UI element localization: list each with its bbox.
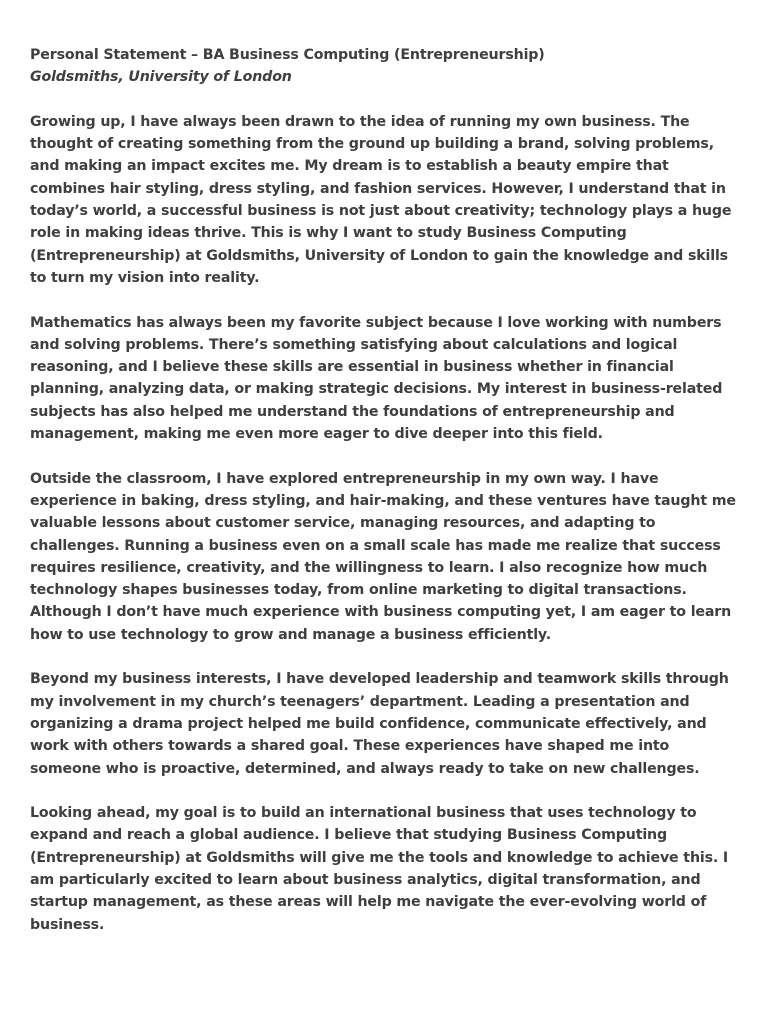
paragraph-mathematics: Mathematics has always been my favorite subject because I love working with numbers and solving problems. There’s something satisfying about calculations and logical reasoning, and I believe these skills are essential in business whether in financial planning, analyzing data, or making strategic decisions. My interest in business-related subjects has also helped me understand the foundations of entrepreneurship and management, making me even more eager to dive deeper into this field.: [30, 314, 723, 443]
paragraph-leadership: Beyond my business interests, I have developed leadership and teamwork skills through my involvement in my church’s teenagers’ department. Leading a presentation and organizing a drama project helped me build confidence, communicate effectively, and work with others towards a shared goal. These experiences have shaped me into someone who is proactive, determined, and always ready to take on new challenges.: [30, 671, 729, 777]
personal-statement-document: [30, 44, 742, 936]
document-subtitle: Goldsmiths, University of London: [30, 69, 292, 86]
paragraph-goals: Looking ahead, my goal is to build an international business that uses technology to expand and reach a global audience. I believe that studying Business Computing (Entrepreneurship) at Goldsmiths will give me the tools and knowledge to achieve this. I am particularly excited to learn about business analytics, digital transformation, and startup management, as these areas will help me navigate the ever-evolving world of business.: [30, 805, 729, 933]
document-header: [30, 44, 742, 89]
paragraph-intro: Growing up, I have always been drawn to the idea of running my own business. The thought of creating something from the ground up building a brand, solving problems, and making an impact excites me. My dream is to establish a beauty empire that combines hair styling, dress styling, and fashion services. However, I understand that in today’s world, a successful business is not just about creativity; technology plays a huge role in making ideas thrive. This is why I want to study Business Computing (Entrepreneurship) at Goldsmiths, University of London to gain the knowledge and skills to turn my vision into reality.: [30, 113, 732, 286]
paragraph-experience: Outside the classroom, I have explored entrepreneurship in my own way. I have experience in baking, dress styling, and hair-making, and these ventures have taught me valuable lessons about customer service, managing resources, and adapting to challenges. Running a business even on a small scale has made me realize that success requires resilience, creativity, and the willingness to learn. I also recognize how much technology shapes businesses today, from online marketing to digital transactions. Although I don’t have much experience with business computing yet, I am eager to learn how to use technology to grow and manage a business efficiently.: [30, 470, 736, 643]
document-title: Personal Statement – BA Business Computing (Entrepreneurship): [30, 47, 545, 63]
